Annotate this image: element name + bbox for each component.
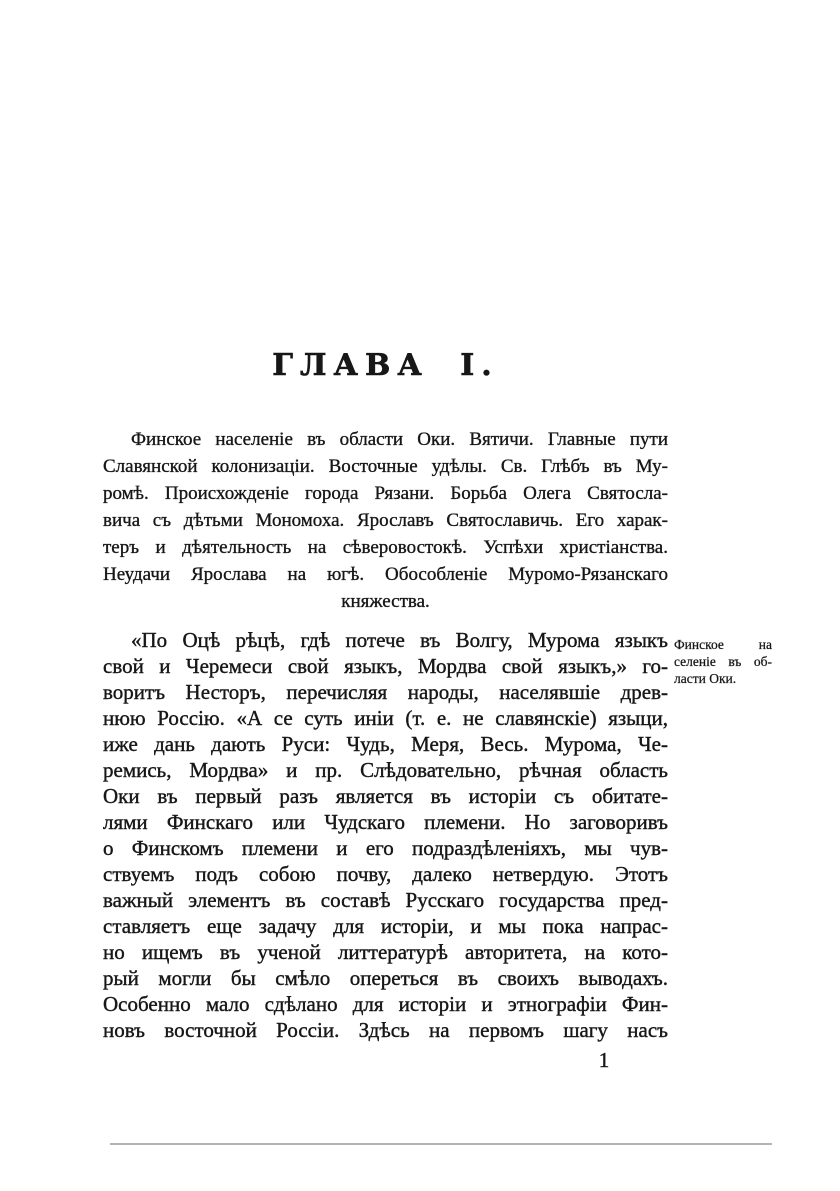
body-line: лями Финскаго или Чудскаго племени. Но заговоривъ [103,810,668,834]
body-line: Особенно мало сдѣлано для исторіи и этнографіи Фин- [103,992,668,1016]
body-line: новъ восточной Россіи. Здѣсь на первомъ шагу насъ [103,1018,668,1042]
summary-line: Неудачи Ярослава на югѣ. Обособленіе Муромо-Рязанскаго [103,564,668,585]
body-line: свой и Черемеси свой языкъ, Мордва свой языкъ,» го- [103,654,668,678]
body-line: но ищемъ въ ученой литтературѣ авторитета, на кото- [103,940,668,964]
body-line: иже дань дають Руси: Чудь, Меря, Весь. Мурома, Че- [103,732,668,756]
footer-rule [110,1143,772,1145]
body-line: о Финскомъ племени и его подраздѣленіяхъ, мы чув- [103,836,668,860]
margin-note-line: Финское на [674,637,772,652]
summary-line: ромѣ. Происхожденіе города Рязани. Борьба Олега Святосла- [103,483,668,504]
body-line: важный элементъ въ составѣ Русскаго государства пред- [103,888,668,912]
summary-line: княжества. [341,591,430,612]
body-line: ремись, Мордва» и пр. Слѣдовательно, рѣчная область [103,758,668,782]
body-line: нюю Россію. «А се суть иніи (т. е. не славянскіе) языци, [103,706,668,730]
summary-line: теръ и дѣятельность на сѣверовостокѣ. Успѣхи христіанства. [103,537,668,558]
margin-note [674,636,772,687]
summary-line: вича съ дѣтьми Мономоха. Ярославъ Святославичь. Его харак- [103,510,668,531]
body-line: рый могли бы смѣло опереться въ своихъ выводахъ. [103,966,668,990]
page-number: 1 [598,1048,610,1072]
body-line: воритъ Несторъ, перечисляя народы, населявшіе древ- [103,680,668,704]
body-line: ствуемъ подъ собою почву, далеко нетвердую. Этотъ [103,862,668,886]
body-line: Оки въ первый разъ является въ исторіи съ обитате- [103,784,668,808]
body-text [103,627,668,1043]
margin-note-line: селеніе въ об- [674,654,772,669]
chapter-summary [103,426,668,615]
summary-line: Славянской колонизаціи. Восточные удѣлы. Св. Глѣбъ въ Му- [103,456,668,477]
summary-line: Финское населеніе въ области Оки. Вятичи. Главные пути [131,429,668,450]
chapter-heading: ГЛАВА I. [272,348,499,383]
body-line: ставляетъ еще задачу для исторіи, и мы пока напрас- [103,914,668,938]
margin-note-line: ласти Оки. [674,671,737,686]
body-line: «По Оцѣ рѣцѣ, гдѣ потече въ Волгу, Мурома языкъ [131,628,668,652]
